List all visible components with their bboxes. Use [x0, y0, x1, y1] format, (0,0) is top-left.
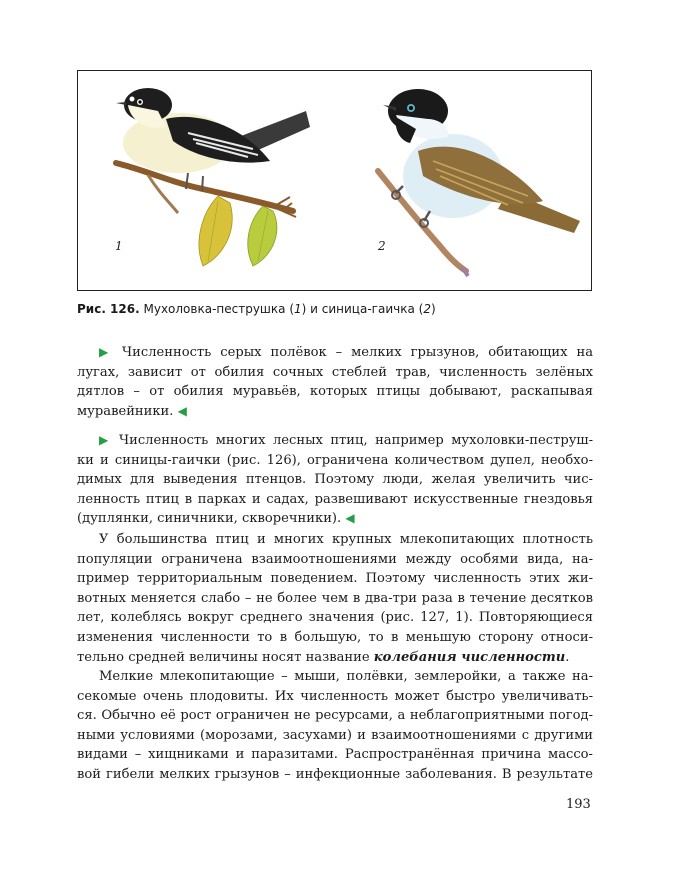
caption-label: Рис. 126. [77, 302, 140, 316]
text-line: видами – хищниками и паразитами. Распространённая причина массо- [77, 747, 593, 763]
paragraph-population-fluctuations [77, 530, 593, 667]
caption-text: ) [430, 302, 436, 316]
birds-illustration [78, 71, 593, 292]
page-number: 193 [566, 797, 591, 812]
willow-tit-illustration [378, 89, 580, 276]
end-marker-icon: ◀ [177, 403, 187, 418]
text-line: пример территориальным поведением. Поэтому численность этих жи- [77, 571, 593, 587]
text-line: Мелкие млекопитающие – мыши, полёвки, землеройки, а также на- [99, 669, 593, 684]
text-line: ки и синицы-гаички (рис. 126), ограничена количеством дупел, необхо- [77, 452, 593, 468]
end-marker-icon: ◀ [345, 511, 355, 526]
text-line: изменения численности то в большую, то в меньшую сторону относи- [77, 629, 593, 645]
text-line: ленность птиц в парках и садах, развешивают искусственные гнездовья [77, 491, 593, 507]
caption-text: Мухоловка-пеструшка ( [139, 302, 295, 316]
start-marker-icon: ▶ [99, 433, 112, 447]
start-marker-icon: ▶ [99, 345, 114, 359]
text-line: У большинства птиц и многих крупных млекопитающих плотность [99, 532, 593, 547]
text-line: ными условиями (морозами, засухами) и взаимоотношениями с другими [77, 727, 593, 743]
text-line: ▶ Численность серых полёвок – мелких грызунов, обитающих на [99, 345, 593, 360]
text-line: ▶ Численность многих лесных птиц, например мухоловки-пеструш- [99, 433, 593, 448]
paragraph-field-voles [77, 343, 593, 421]
text-line: вой гибели мелких грызунов – инфекционные заболевания. В результате [77, 766, 593, 782]
text-line: муравейники. ◀ [77, 403, 187, 419]
figure-label-1: 1 [115, 239, 123, 253]
figure-label-2: 2 [378, 239, 386, 253]
paragraph-forest-birds [77, 431, 593, 529]
key-term: колебания численности [373, 649, 566, 665]
text-line: димых для выведения птенцов. Поэтому люди, желая увеличить чис- [77, 472, 593, 488]
paragraph-small-mammals [77, 667, 593, 785]
pied-flycatcher-illustration [116, 88, 310, 266]
caption-num-2: 2 [423, 302, 431, 316]
caption-text: ) и синица-гаичка ( [301, 302, 424, 316]
text-line: (дуплянки, синичники, скворечники). ◀ [77, 511, 355, 527]
text-line: лугах, зависит от обилия сочных стеблей трав, численность зелёных [77, 364, 593, 380]
text-line: тельно средней величины носят название колебания численности. [77, 649, 570, 665]
text-line: ся. Обычно её рост ограничен не ресурсами, а неблагоприятными погод- [77, 708, 593, 724]
caption-num-1: 1 [294, 302, 302, 316]
text-line: популяции ограничена взаимоотношениями между особями вида, на- [77, 551, 593, 567]
text-line: секомые очень плодовиты. Их численность может быстро увеличивать- [77, 688, 593, 704]
text-line: лет, колеблясь вокруг среднего значения (рис. 127, 1). Повторяющиеся [77, 610, 593, 626]
text-line: вотных меняется слабо – не более чем в два-три раза в течение десятков [77, 590, 593, 606]
figure-caption [77, 302, 436, 316]
text-line: дятлов – от обилия муравьёв, которых птицы добывают, раскапывая [77, 384, 593, 400]
figure-126-frame [77, 70, 592, 291]
